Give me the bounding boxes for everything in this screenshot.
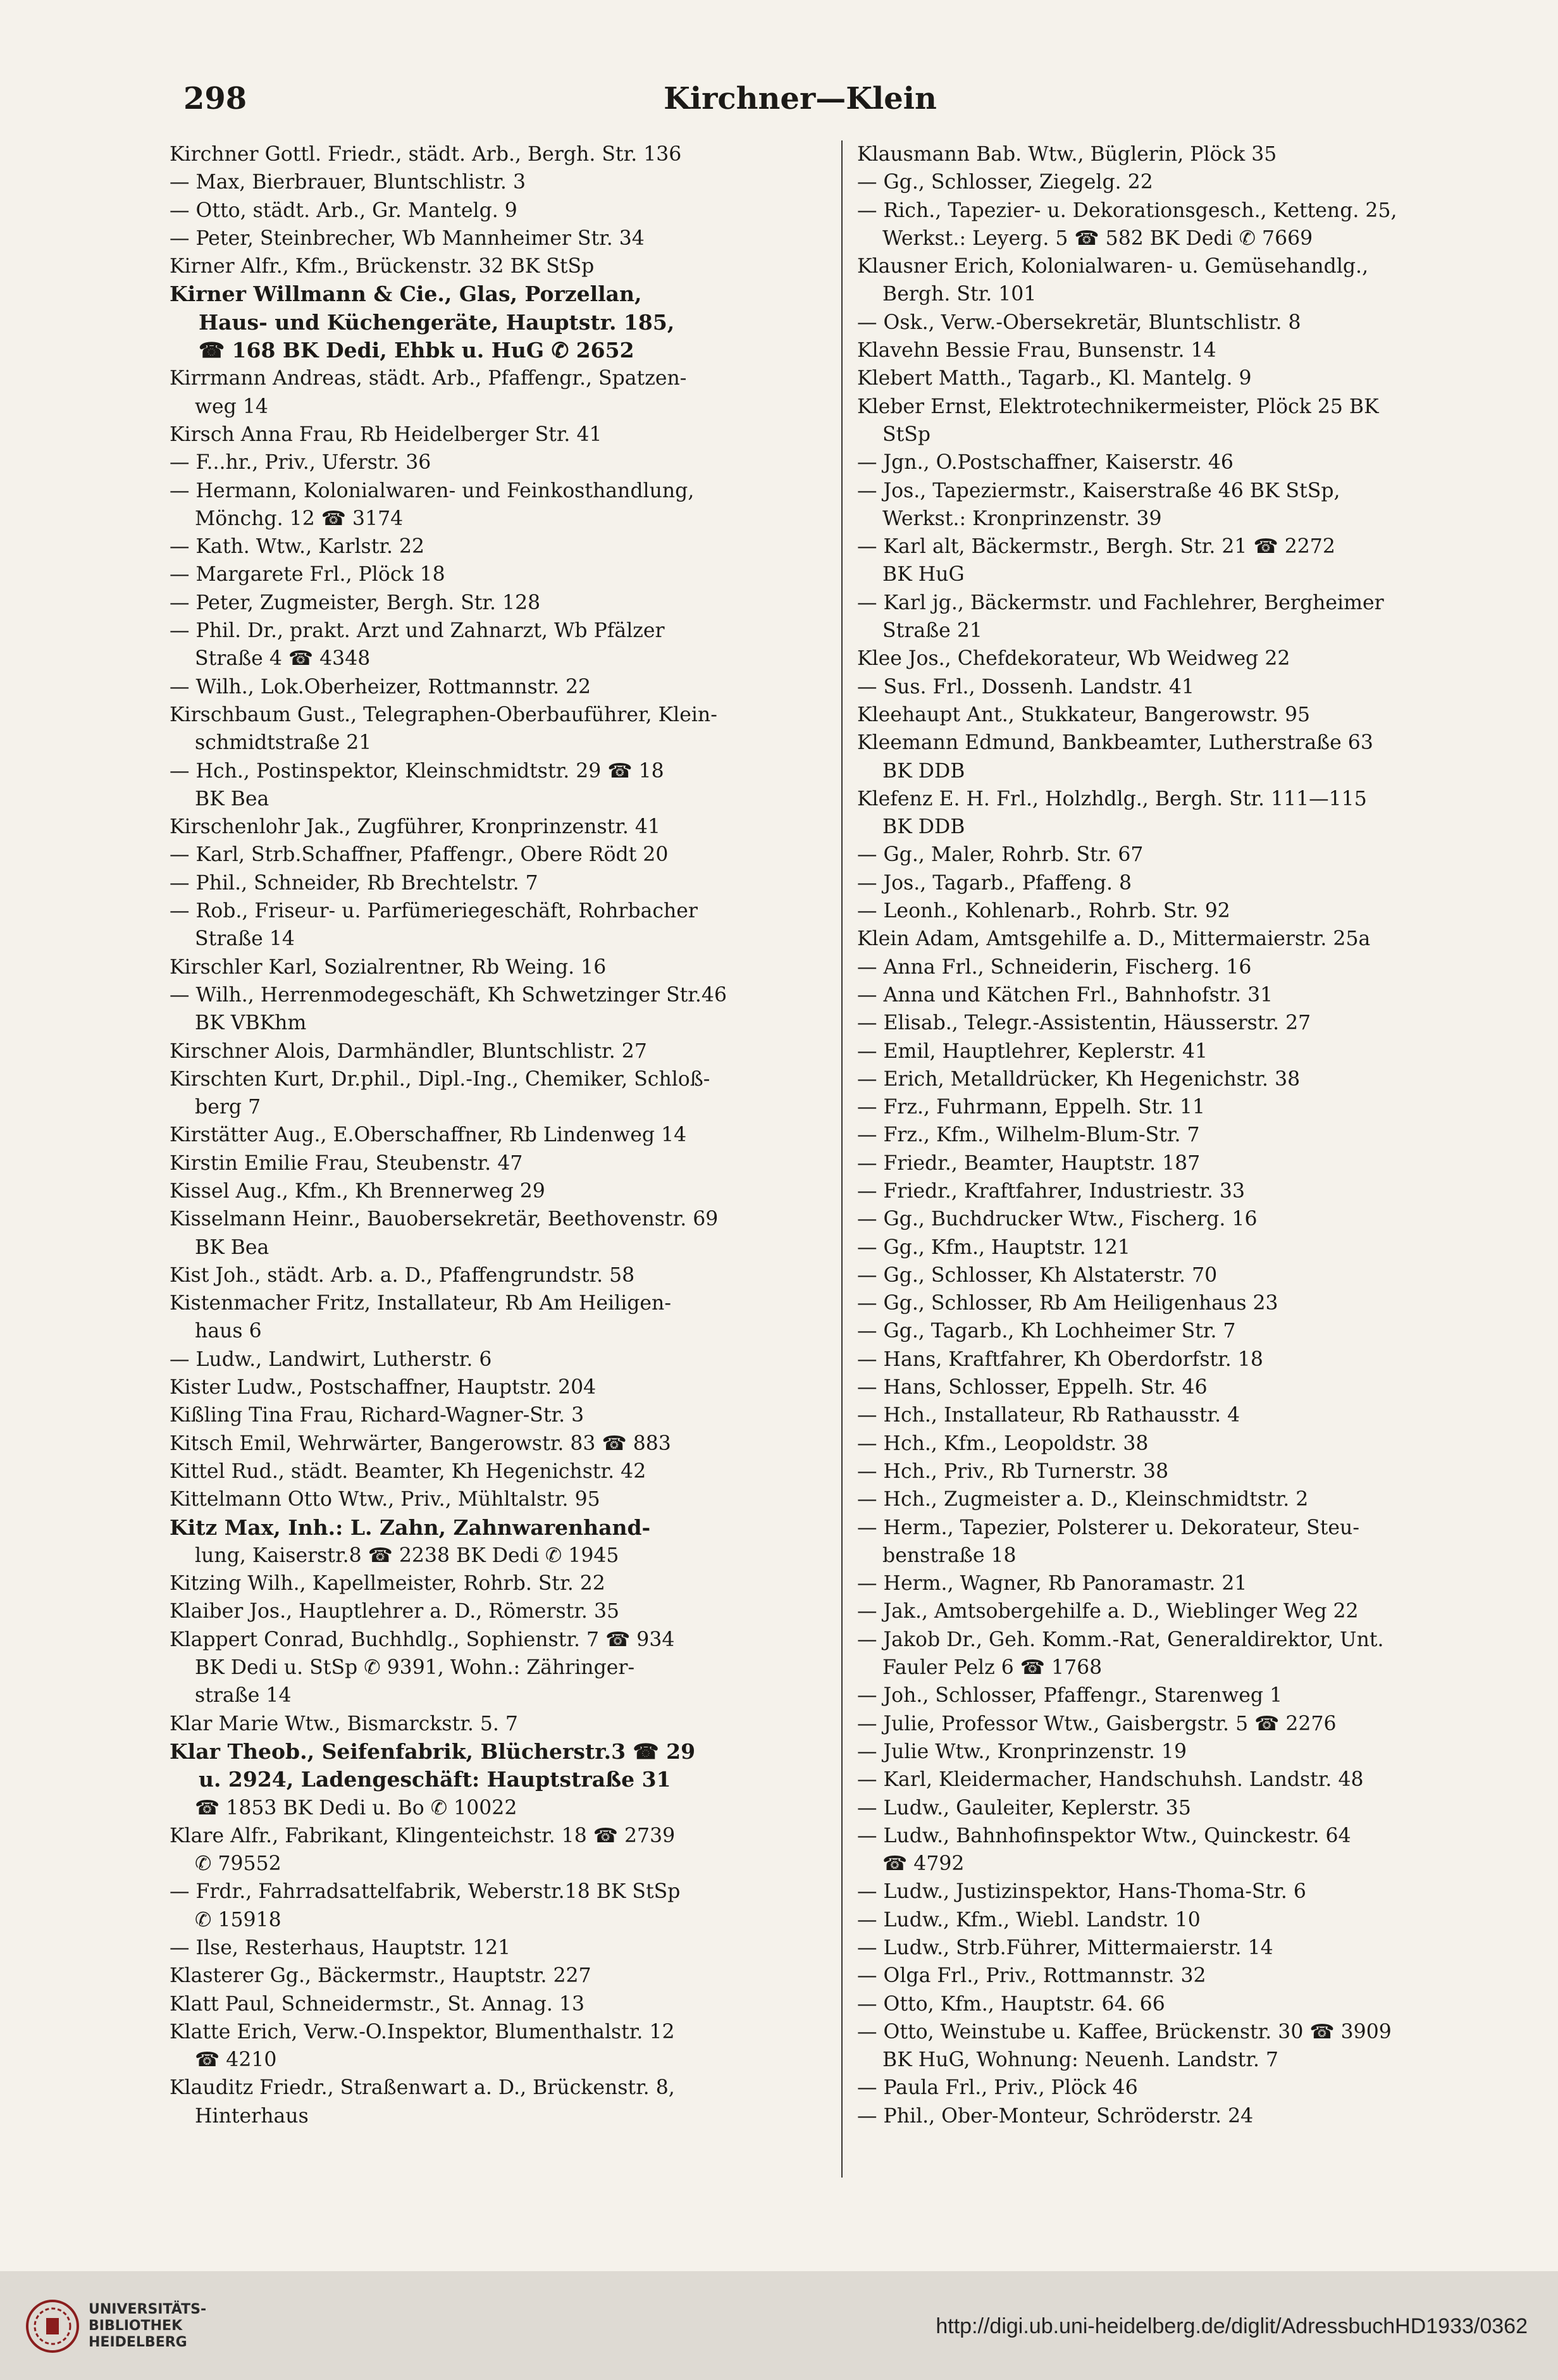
directory-entry: — Joh., Schlosser, Pfaffengr., Starenweg 1 (857, 1684, 1283, 1708)
directory-entry: BK DDB (857, 815, 965, 839)
directory-entry: — Karl jg., Bäckermstr. und Fachlehrer, Bergheimer (857, 591, 1384, 614)
directory-entry: — Gg., Schlosser, Ziegelg. 22 (857, 171, 1153, 194)
directory-entry: — Friedr., Beamter, Hauptstr. 187 (857, 1151, 1201, 1175)
directory-entry: — Julie, Professor Wtw., Gaisbergstr. 5 ☎ 2276 (857, 1712, 1337, 1735)
directory-entry: — Sus. Frl., Dossenh. Landstr. 41 (857, 675, 1195, 698)
directory-entry: BK DDB (857, 759, 965, 783)
directory-entry: Kirrmann Andreas, städt. Arb., Pfaffengr., Spatzen- (170, 367, 687, 390)
directory-entry: — Gg., Tagarb., Kh Lochheimer Str. 7 (857, 1320, 1236, 1343)
directory-entry: — Gg., Kfm., Hauptstr. 121 (857, 1236, 1130, 1259)
directory-entry: Klatt Paul, Schneidermstr., St. Annag. 13 (170, 1992, 585, 2016)
directory-entry: — Rich., Tapezier- u. Dekorationsgesch., Ketteng. 25, (857, 199, 1397, 222)
directory-entry: Hinterhaus (170, 2104, 309, 2128)
directory-entry: — Ludw., Gauleiter, Keplerstr. 35 (857, 1796, 1191, 1819)
directory-entry: u. 2924, Ladengeschäft: Hauptstraße 31 (170, 1767, 671, 1792)
directory-entry: berg 7 (170, 1096, 261, 1119)
directory-entry: ✆ 79552 (170, 1852, 281, 1876)
directory-entry: Kirschbaum Gust., Telegraphen-Oberbauführer, Klein- (170, 703, 717, 726)
directory-entry: — Wilh., Lok.Oberheizer, Rottmannstr. 22 (170, 675, 591, 698)
page-title: Kirchner—Klein (664, 81, 937, 116)
directory-entry: — Anna Frl., Schneiderin, Fischerg. 16 (857, 955, 1252, 979)
directory-entry: — Julie Wtw., Kronprinzenstr. 19 (857, 1740, 1187, 1763)
directory-entry: Kister Ludw., Postschaffner, Hauptstr. 204 (170, 1376, 597, 1399)
directory-entry: Kirschten Kurt, Dr.phil., Dipl.-Ing., Chemiker, Schloß- (170, 1067, 710, 1091)
directory-entry: Mönchg. 12 ☎ 3174 (170, 507, 404, 530)
directory-entry: straße 14 (170, 1684, 292, 1708)
directory-entry: BK HuG (857, 563, 965, 586)
directory-entry: Kirschenlohr Jak., Zugführer, Kronprinzenstr. 41 (170, 815, 660, 839)
column-divider (841, 140, 843, 2178)
directory-entry: — Frz., Kfm., Wilhelm-Blum-Str. 7 (857, 1124, 1200, 1147)
page-header (183, 81, 1417, 138)
directory-entry: — Hch., Kfm., Leopoldstr. 38 (857, 1432, 1149, 1455)
directory-entry: Fauler Pelz 6 ☎ 1768 (857, 1656, 1103, 1680)
directory-entry: — F...hr., Priv., Uferstr. 36 (170, 451, 431, 474)
directory-entry: — Ludw., Kfm., Wiebl. Landstr. 10 (857, 1908, 1201, 1931)
directory-entry: — Gg., Buchdrucker Wtw., Fischerg. 16 (857, 1208, 1258, 1231)
directory-entry: Haus- und Küchengeräte, Hauptstr. 185, (170, 309, 675, 335)
library-name: UNIVERSITÄTS- BIBLIOTHEK HEIDELBERG (89, 2302, 207, 2350)
directory-entry: — Gg., Schlosser, Rb Am Heiligenhaus 23 (857, 1292, 1278, 1315)
directory-entry: Kirstätter Aug., E.Oberschaffner, Rb Lindenweg 14 (170, 1124, 687, 1147)
directory-entry: — Paula Frl., Priv., Plöck 46 (857, 2076, 1138, 2100)
directory-entry: schmidtstraße 21 (170, 731, 372, 755)
directory-entry: Kirschler Karl, Sozialrentner, Rb Weing. 16 (170, 955, 607, 979)
directory-entry: — Ludw., Justizinspektor, Hans-Thoma-Str. 6 (857, 1880, 1306, 1904)
directory-entry: — Erich, Metalldrücker, Kh Hegenichstr. 38 (857, 1067, 1301, 1091)
directory-entry: — Ludw., Bahnhofinspektor Wtw., Quinckestr. 64 (857, 1824, 1351, 1847)
directory-entry: — Otto, Weinstube u. Kaffee, Brückenstr. 30 ☎ 3909 (857, 2020, 1392, 2043)
directory-entry: Straße 14 (170, 927, 295, 951)
directory-entry: — Gg., Schlosser, Kh Alstaterstr. 70 (857, 1263, 1218, 1287)
directory-entry: — Leonh., Kohlenarb., Rohrb. Str. 92 (857, 900, 1230, 923)
right-column (857, 140, 1509, 2178)
directory-entry: Klasterer Gg., Bäckermstr., Hauptstr. 227 (170, 1964, 591, 1988)
directory-entry: — Herm., Wagner, Rb Panoramastr. 21 (857, 1572, 1247, 1596)
directory-entry: Kleehaupt Ant., Stukkateur, Bangerowstr. 95 (857, 703, 1311, 726)
directory-entry: — Phil., Schneider, Rb Brechtelstr. 7 (170, 871, 538, 895)
directory-entry: benstraße 18 (857, 1544, 1017, 1567)
directory-entry: Kitzing Wilh., Kapellmeister, Rohrb. Str. 22 (170, 1572, 605, 1596)
directory-entry: — Gg., Maler, Rohrb. Str. 67 (857, 843, 1144, 867)
library-seal-icon (25, 2299, 80, 2353)
directory-entry: Klar Marie Wtw., Bismarckstr. 5. 7 (170, 1712, 518, 1735)
directory-entry: Kittelmann Otto Wtw., Priv., Mühltalstr. 95 (170, 1488, 600, 1511)
directory-entry: — Peter, Steinbrecher, Wb Mannheimer Str. 34 (170, 226, 645, 250)
directory-entry: weg 14 (170, 395, 268, 418)
directory-entry: Klein Adam, Amtsgehilfe a. D., Mittermaierstr. 25a (857, 927, 1371, 951)
directory-entry: Kist Joh., städt. Arb. a. D., Pfaffengrundstr. 58 (170, 1263, 635, 1287)
directory-entry: Kitsch Emil, Wehrwärter, Bangerowstr. 83 ☎ 883 (170, 1432, 671, 1455)
directory-entry: BK Bea (170, 1236, 269, 1259)
page-number: 298 (183, 81, 247, 116)
directory-entry: Kistenmacher Fritz, Installateur, Rb Am Heiligen- (170, 1292, 671, 1315)
directory-entry: — Ludw., Landwirt, Lutherstr. 6 (170, 1348, 492, 1371)
directory-entry: Kitz Max, Inh.: L. Zahn, Zahnwarenhand- (170, 1515, 651, 1540)
directory-entry: — Hans, Schlosser, Eppelh. Str. 46 (857, 1376, 1208, 1399)
directory-entry: — Hch., Priv., Rb Turnerstr. 38 (857, 1460, 1169, 1483)
directory-entry: — Frdr., Fahrradsattelfabrik, Weberstr.18 BK StSp (170, 1880, 681, 1904)
directory-entry: — Jak., Amtsobergehilfe a. D., Wieblinger Weg 22 (857, 1600, 1359, 1623)
directory-entry: — Hans, Kraftfahrer, Kh Oberdorfstr. 18 (857, 1348, 1263, 1371)
directory-entry: — Kath. Wtw., Karlstr. 22 (170, 535, 425, 559)
directory-entry: Klausner Erich, Kolonialwaren- u. Gemüsehandlg., (857, 255, 1369, 278)
directory-entry: Kirner Willmann & Cie., Glas, Porzellan, (170, 282, 642, 307)
directory-entry: Bergh. Str. 101 (857, 283, 1037, 306)
directory-entry: — Olga Frl., Priv., Rottmannstr. 32 (857, 1964, 1206, 1988)
directory-entry: Kissel Aug., Kfm., Kh Brennerweg 29 (170, 1179, 545, 1203)
directory-entry: ☎ 1853 BK Dedi u. Bo ✆ 10022 (170, 1796, 517, 1819)
directory-entry: Straße 4 ☎ 4348 (170, 647, 371, 671)
directory-entry: — Hch., Postinspektor, Kleinschmidtstr. 29 ☎ 18 (170, 759, 664, 783)
directory-entry: — Karl, Strb.Schaffner, Pfaffengr., Obere Rödt 20 (170, 843, 669, 867)
directory-entry: — Osk., Verw.-Obersekretär, Bluntschlistr. 8 (857, 311, 1301, 334)
directory-entry: BK VBKhm (170, 1012, 307, 1035)
directory-entry: — Margarete Frl., Plöck 18 (170, 563, 445, 586)
directory-entry: BK HuG, Wohnung: Neuenh. Landstr. 7 (857, 2048, 1279, 2072)
directory-entry: ✆ 15918 (170, 1908, 281, 1931)
directory-entry: — Phil., Ober-Monteur, Schröderstr. 24 (857, 2104, 1254, 2128)
footer-bar (0, 2271, 1558, 2380)
directory-entry: — Wilh., Herrenmodegeschäft, Kh Schwetzinger Str.46 (170, 983, 727, 1007)
directory-entry: Klavehn Bessie Frau, Bunsenstr. 14 (857, 339, 1216, 363)
directory-entry: Straße 21 (857, 619, 982, 643)
directory-entry: Klausmann Bab. Wtw., Büglerin, Plöck 35 (857, 143, 1277, 166)
directory-entry: ☎ 168 BK Dedi, Ehbk u. HuG ✆ 2652 (170, 338, 634, 363)
directory-entry: lung, Kaiserstr.8 ☎ 2238 BK Dedi ✆ 1945 (170, 1544, 619, 1567)
directory-entry: ☎ 4792 (857, 1852, 965, 1876)
directory-entry: Klefenz E. H. Frl., Holzhdlg., Bergh. Str. 111—115 (857, 787, 1367, 810)
directory-entry: Werkst.: Kronprinzenstr. 39 (857, 507, 1162, 530)
directory-entry: — Jos., Tagarb., Pfaffeng. 8 (857, 871, 1132, 895)
directory-entry: Kirschner Alois, Darmhändler, Bluntschlistr. 27 (170, 1039, 647, 1063)
directory-entry: Klauditz Friedr., Straßenwart a. D., Brückenstr. 8, (170, 2076, 675, 2100)
directory-entry: — Jakob Dr., Geh. Komm.-Rat, Generaldirektor, Unt. (857, 1628, 1384, 1651)
directory-entry: Klare Alfr., Fabrikant, Klingenteichstr. 18 ☎ 2739 (170, 1824, 676, 1847)
directory-entry: haus 6 (170, 1320, 262, 1343)
directory-entry: Kisselmann Heinr., Bauobersekretär, Beethovenstr. 69 (170, 1208, 719, 1231)
directory-entry: — Phil. Dr., prakt. Arzt und Zahnarzt, Wb Pfälzer (170, 619, 665, 643)
directory-entry: — Anna und Kätchen Frl., Bahnhofstr. 31 (857, 983, 1273, 1007)
directory-entry: StSp (857, 423, 931, 446)
directory-entry: — Otto, städt. Arb., Gr. Mantelg. 9 (170, 199, 517, 222)
left-column (170, 140, 821, 2178)
directory-entry: — Rob., Friseur- u. Parfümeriegeschäft, Rohrbacher (170, 900, 698, 923)
directory-entry: — Karl alt, Bäckermstr., Bergh. Str. 21 ☎ 2272 (857, 535, 1335, 559)
directory-entry: — Otto, Kfm., Hauptstr. 64. 66 (857, 1992, 1165, 2016)
directory-entry: — Emil, Hauptlehrer, Keplerstr. 41 (857, 1039, 1208, 1063)
directory-entry: — Hch., Zugmeister a. D., Kleinschmidtstr. 2 (857, 1488, 1309, 1511)
directory-entry: — Elisab., Telegr.-Assistentin, Häusserstr. 27 (857, 1012, 1311, 1035)
directory-entry: Kirsch Anna Frau, Rb Heidelberger Str. 41 (170, 423, 602, 446)
directory-entry: Klebert Matth., Tagarb., Kl. Mantelg. 9 (857, 367, 1252, 390)
directory-entry: — Herm., Tapezier, Polsterer u. Dekorateur, Steu- (857, 1516, 1359, 1539)
directory-entry: Kirner Alfr., Kfm., Brückenstr. 32 BK StSp (170, 255, 595, 278)
directory-entry: Klar Theob., Seifenfabrik, Blücherstr.3 ☎ 29 (170, 1739, 696, 1764)
directory-entry: Kirstin Emilie Frau, Steubenstr. 47 (170, 1151, 523, 1175)
directory-entry: — Hermann, Kolonialwaren- und Feinkosthandlung, (170, 479, 695, 502)
directory-entry: — Friedr., Kraftfahrer, Industriestr. 33 (857, 1179, 1245, 1203)
directory-entry: BK Dedi u. StSp ✆ 9391, Wohn.: Zähringer- (170, 1656, 635, 1680)
directory-entry: Klatte Erich, Verw.-O.Inspektor, Blumenthalstr. 12 (170, 2020, 675, 2043)
directory-entry: ☎ 4210 (170, 2048, 277, 2072)
directory-entry: Klee Jos., Chefdekorateur, Wb Weidweg 22 (857, 647, 1290, 671)
directory-entry: Kißling Tina Frau, Richard-Wagner-Str. 3 (170, 1404, 584, 1427)
directory-entry: Klappert Conrad, Buchhdlg., Sophienstr. 7 ☎ 934 (170, 1628, 675, 1651)
directory-entry: Klaiber Jos., Hauptlehrer a. D., Römerstr. 35 (170, 1600, 620, 1623)
directory-entry: — Ludw., Strb.Führer, Mittermaierstr. 14 (857, 1937, 1273, 1959)
directory-entry: Kleber Ernst, Elektrotechnikermeister, Plöck 25 BK (857, 395, 1379, 418)
source-url-link[interactable]: http://digi.ub.uni-heidelberg.de/diglit/AdressbuchHD1933/0362 (936, 2314, 1528, 2338)
directory-entry: Kittel Rud., städt. Beamter, Kh Hegenichstr. 42 (170, 1460, 646, 1483)
library-logo[interactable] (25, 2296, 329, 2360)
directory-entry: — Jos., Tapeziermstr., Kaiserstraße 46 BK StSp, (857, 479, 1340, 502)
directory-entry: — Hch., Installateur, Rb Rathausstr. 4 (857, 1404, 1240, 1427)
directory-entry: Werkst.: Leyerg. 5 ☎ 582 BK Dedi ✆ 7669 (857, 226, 1313, 250)
directory-entry: — Frz., Fuhrmann, Eppelh. Str. 11 (857, 1096, 1206, 1119)
directory-entry: — Max, Bierbrauer, Bluntschlistr. 3 (170, 171, 526, 194)
directory-entry: — Jgn., O.Postschaffner, Kaiserstr. 46 (857, 451, 1233, 474)
directory-entry: Kleemann Edmund, Bankbeamter, Lutherstraße 63 (857, 731, 1373, 755)
directory-entry: — Peter, Zugmeister, Bergh. Str. 128 (170, 591, 541, 614)
directory-entry: BK Bea (170, 787, 269, 810)
directory-entry: Kirchner Gottl. Friedr., städt. Arb., Bergh. Str. 136 (170, 143, 682, 166)
directory-entry: — Ilse, Resterhaus, Hauptstr. 121 (170, 1937, 511, 1959)
directory-entry: — Karl, Kleidermacher, Handschuhsh. Landstr. 48 (857, 1768, 1364, 1792)
